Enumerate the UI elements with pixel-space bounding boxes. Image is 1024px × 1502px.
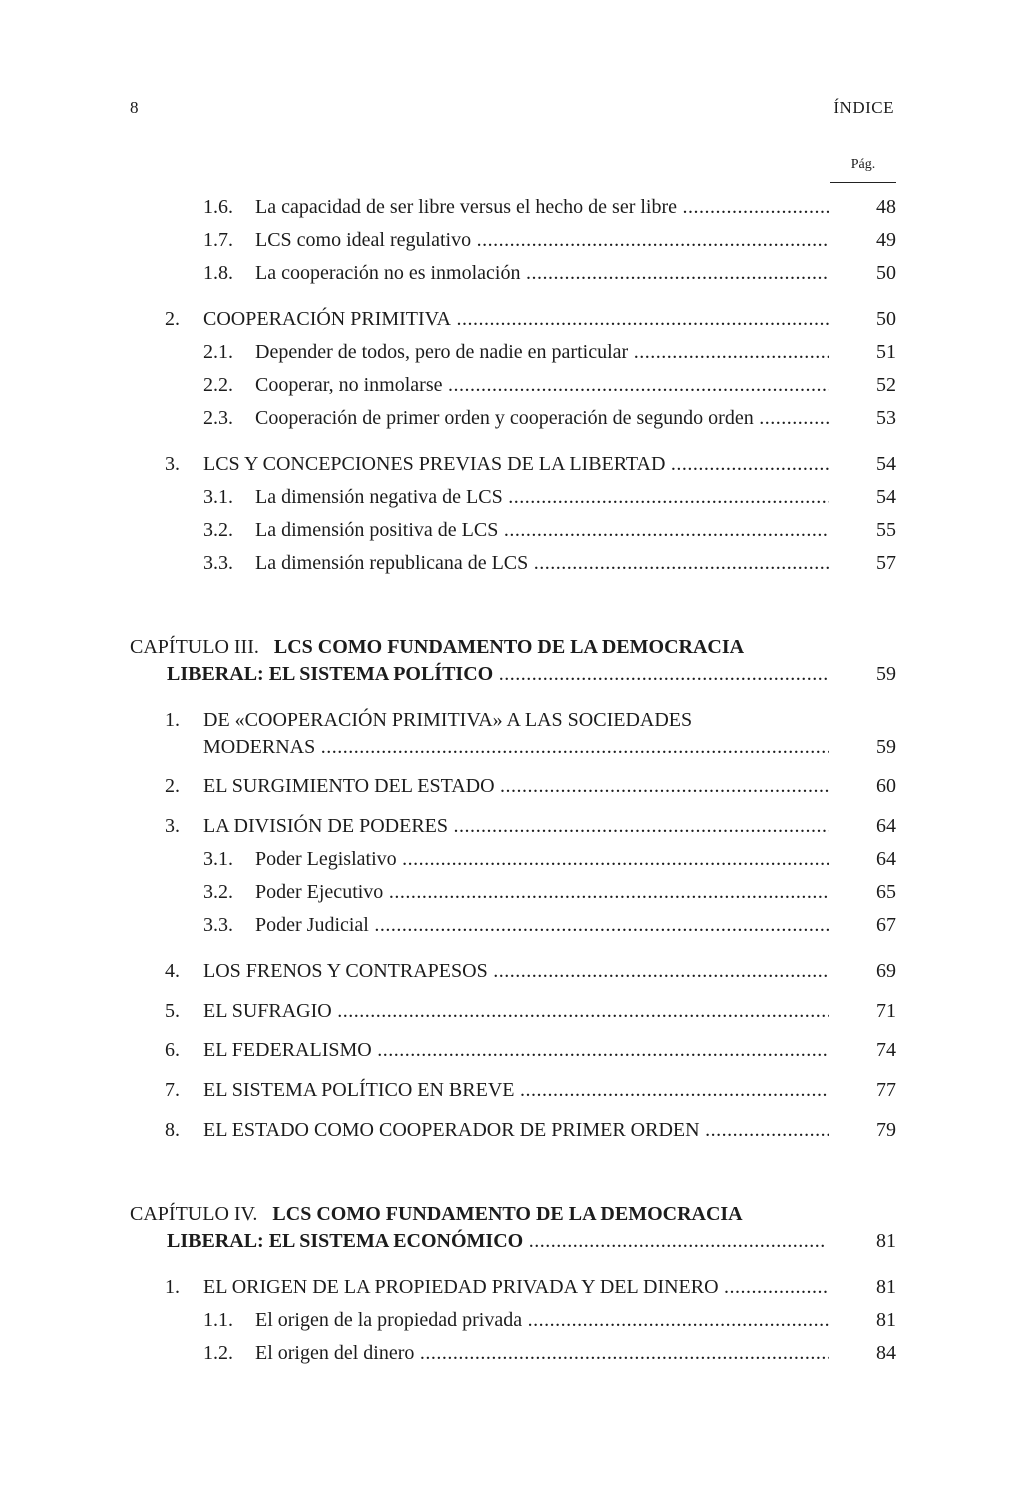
entry-page: 69 [876, 960, 896, 982]
entry-number: 1.7. [203, 229, 233, 251]
entry-title: La capacidad de ser libre versus el hecho de ser libre ..... [255, 191, 829, 224]
entry-number: 3.3. [203, 552, 233, 574]
entry-page: 59 [876, 736, 896, 758]
entry-page: 71 [876, 1000, 896, 1022]
entry-page: 64 [876, 815, 896, 837]
entry-number: 2.1. [203, 341, 233, 363]
chapter-label: CAPÍTULO IV. [130, 1203, 258, 1225]
entry-page: 53 [876, 407, 896, 429]
entry-number: 8. [165, 1119, 180, 1141]
entry-page: 79 [876, 1119, 896, 1141]
entry-title: El origen del dinero ..... [255, 1337, 829, 1370]
entry-number: 5. [165, 1000, 180, 1022]
entry-number: 4. [165, 960, 180, 982]
entry-number: 1.6. [203, 196, 233, 218]
entry-title: Cooperar, no inmolarse ..... [255, 369, 829, 402]
entry-title: La dimensión negativa de LCS ..... [255, 481, 829, 514]
entry-title: Depender de todos, pero de nadie en particular ..... [255, 336, 829, 369]
entry-number: 3.3. [203, 914, 233, 936]
running-head: ÍNDICE [833, 98, 894, 117]
entry-number: 1.2. [203, 1342, 233, 1364]
entry-page: 50 [876, 262, 896, 284]
entry-page: 55 [876, 519, 896, 541]
entry-number: 3.2. [203, 519, 233, 541]
entry-title: EL ESTADO COMO COOPERADOR DE PRIMER ORDEN ..... [203, 1114, 829, 1147]
entry-number: 7. [165, 1079, 180, 1101]
entry-page: 74 [876, 1039, 896, 1061]
page-number: 8 [130, 98, 139, 117]
pag-column-label: Pág. [830, 157, 896, 183]
entry-title: La dimensión positiva de LCS ..... [255, 514, 829, 547]
entry-title: LOS FRENOS Y CONTRAPESOS ..... [203, 955, 829, 988]
entry-title: Cooperación de primer orden y cooperación de segundo orden ..... [255, 402, 829, 435]
entry-number: 2. [165, 308, 180, 330]
entry-page: 81 [876, 1309, 896, 1331]
entry-number: 2.2. [203, 374, 233, 396]
entry-number: 1. [165, 709, 180, 731]
entry-page: 84 [876, 1342, 896, 1364]
entry-page: 77 [876, 1079, 896, 1101]
entry-title: El origen de la propiedad privada ..... [255, 1304, 829, 1337]
entry-page: 49 [876, 229, 896, 251]
chapter-title-line2: LIBERAL: EL SISTEMA POLÍTICO [167, 663, 494, 685]
entry-page: 54 [876, 453, 896, 475]
entry-number: 2. [165, 775, 180, 797]
entry-title: La cooperación no es inmolación ..... [255, 257, 829, 290]
entry-number: 1.8. [203, 262, 233, 284]
entry-number: 3.1. [203, 486, 233, 508]
entry-title-line1: DE «COOPERACIÓN PRIMITIVA» A LAS SOCIEDADES [203, 709, 693, 731]
entry-page: 60 [876, 775, 896, 797]
entry-title: Poder Legislativo ..... [255, 843, 829, 876]
entry-title: La dimensión republicana de LCS ..... [255, 547, 829, 580]
entry-number: 3.2. [203, 881, 233, 903]
entry-title: LA DIVISIÓN DE PODERES ..... [203, 810, 829, 843]
entry-page: 48 [876, 196, 896, 218]
entry-title: Poder Judicial ..... [255, 909, 829, 942]
entry-title: LCS como ideal regulativo ..... [255, 224, 829, 257]
entry-page: 65 [876, 881, 896, 903]
entry-page: 57 [876, 552, 896, 574]
entry-number: 1. [165, 1276, 180, 1298]
entry-page: 64 [876, 848, 896, 870]
entry-title: Poder Ejecutivo ..... [255, 876, 829, 909]
entry-title: EL SISTEMA POLÍTICO EN BREVE ..... [203, 1074, 829, 1107]
entry-page: 54 [876, 486, 896, 508]
chapter-title-line1: LCS COMO FUNDAMENTO DE LA DEMOCRACIA [273, 636, 745, 658]
entry-title: LCS Y CONCEPCIONES PREVIAS DE LA LIBERTAD ..... [203, 448, 829, 481]
entry-number: 3.1. [203, 848, 233, 870]
entry-number: 3. [165, 453, 180, 475]
entry-page: 67 [876, 914, 896, 936]
entry-number: 1.1. [203, 1309, 233, 1331]
chapter-title-line2: LIBERAL: EL SISTEMA ECONÓMICO [167, 1230, 524, 1252]
entry-page: 51 [876, 341, 896, 363]
entry-number: 6. [165, 1039, 180, 1061]
entry-page: 81 [876, 1276, 896, 1298]
entry-title: EL SUFRAGIO ..... [203, 995, 829, 1028]
chapter-title-line1: LCS COMO FUNDAMENTO DE LA DEMOCRACIA [272, 1203, 743, 1225]
entry-title: EL FEDERALISMO ..... [203, 1034, 829, 1067]
entry-page: 50 [876, 308, 896, 330]
chapter-page: 59 [876, 663, 896, 685]
entry-title: EL ORIGEN DE LA PROPIEDAD PRIVADA Y DEL DINERO ..... [203, 1271, 829, 1304]
chapter-label: CAPÍTULO III. [130, 636, 259, 658]
entry-title-line2: MODERNAS ..... [203, 731, 829, 764]
entry-title: EL SURGIMIENTO DEL ESTADO ..... [203, 770, 829, 803]
entry-number: 3. [165, 815, 180, 837]
entry-page: 52 [876, 374, 896, 396]
entry-number: 2.3. [203, 407, 233, 429]
chapter-page: 81 [876, 1230, 896, 1252]
entry-title: COOPERACIÓN PRIMITIVA ..... [203, 303, 829, 336]
